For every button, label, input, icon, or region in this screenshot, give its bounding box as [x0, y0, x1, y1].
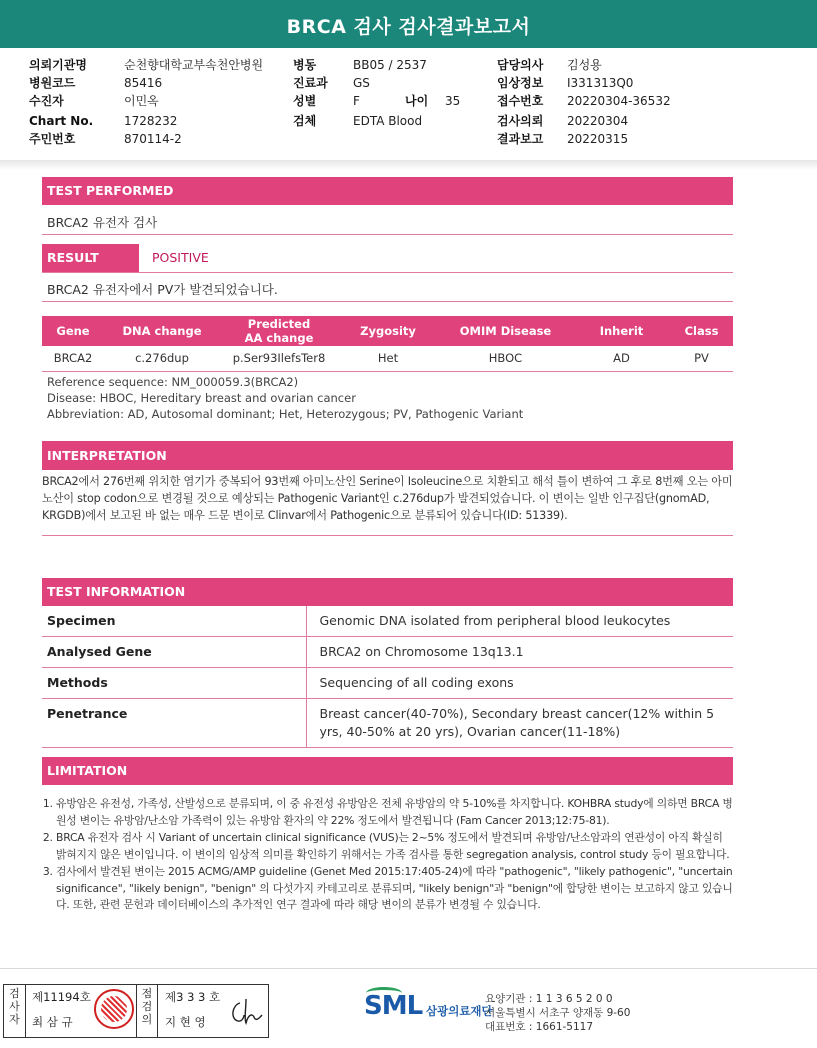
note-disease: Disease: HBOC, Hereditary breast and ovarian cancer — [47, 391, 356, 405]
header-col-1 — [29, 56, 263, 148]
header-row: 병동 BB05 / 2537 — [293, 58, 427, 72]
header-row: 주민번호 870114-2 — [29, 132, 182, 146]
table-row — [42, 637, 733, 668]
column-header: Zygosity — [338, 316, 438, 346]
reviewer-name: 지 현 영 — [165, 1015, 206, 1029]
header-divider — [0, 160, 817, 170]
table-row — [42, 699, 733, 748]
table-cell: Het — [338, 346, 438, 371]
test-information-table — [42, 606, 733, 748]
variant-table — [42, 316, 733, 372]
table-row — [42, 668, 733, 699]
info-key: Analysed Gene — [42, 637, 306, 668]
info-key: Penetrance — [42, 699, 306, 748]
org-address: 서울특별시 서초구 양재동 9-60 — [485, 1007, 631, 1019]
table-cell: PV — [670, 346, 733, 371]
table-cell: HBOC — [438, 346, 573, 371]
divider — [42, 535, 733, 536]
result-label: RESULT — [42, 244, 139, 272]
divider — [42, 301, 733, 302]
table-row — [42, 346, 733, 371]
table-row — [42, 606, 733, 637]
info-value: BRCA2 on Chromosome 13q13.1 — [306, 637, 733, 668]
interpretation-heading: INTERPRETATION — [42, 441, 733, 470]
table-cell: p.Ser93IlefsTer8 — [220, 346, 338, 371]
list-item: 2. BRCA 유전자 검사 시 Variant of uncertain clinical significance (VUS)는 2~5% 정도에서 발견되며 유방암/난소암과의 연관성이 아직 확실히 밝혀지지 않은 변이입니다. 이 변이의 임상적 의미를 확인하기 위해서는 가족 검사를 통한 segregation analysis, control study 등이 필요합니다. — [56, 830, 733, 863]
column-header: Predicted AA change — [220, 316, 338, 346]
list-item: 3. 검사에서 발견된 변이는 2015 ACMG/AMP guideline (Genet Med 2015:17:405-24)에 따라 "pathogenic", "likely pathogenic", "uncertain significance", "likely benign", "benign" 의 다섯가지 카테고리로 분류되며, "likely benign"과 "benign"에 합당한 변이는 보고하지 않고 있습니다. 또한, 관련 문헌과 데이터베이스의 추가적인 연구 결과에 따라 해당 변이의 분류가 변경될 수 있습니다. — [56, 864, 733, 914]
result-row — [42, 244, 733, 272]
reviewer-label: 점검의 — [136, 985, 158, 1037]
header-row: 진료과 GS — [293, 76, 370, 90]
foundation-name: 삼광의료재단 — [426, 1004, 493, 1018]
test-performed-heading: TEST PERFORMED — [42, 177, 733, 205]
reviewer-license: 제3 3 3 호 — [165, 990, 221, 1004]
info-value: Genomic DNA isolated from peripheral blood leukocytes — [306, 606, 733, 637]
report-title-bar — [0, 0, 817, 48]
info-value: Breast cancer(40-70%), Secondary breast cancer(12% within 5 yrs, 40-50% at 20 yrs), Ovarian cancer(11-18%) — [306, 699, 733, 748]
header-row: 결과보고 20220315 — [497, 132, 629, 146]
header-row: 접수번호 20220304-36532 — [497, 94, 671, 108]
column-header: DNA change — [104, 316, 220, 346]
header-row: 성별 F 나이 35 — [293, 94, 461, 108]
list-item: 1. 유방암은 유전성, 가족성, 산발성으로 분류되며, 이 중 유전성 유방암은 전체 유방암의 약 5-10%를 차지합니다. KOHBRA study에 의하면 BRCA 병원성 변이는 유방암/난소암 가족력이 있는 유방암 환자의 약 22% 정도에서 발견됩니다 (Fam Cancer 2013;12:75-81). — [56, 796, 733, 829]
test-performed-value: BRCA2 유전자 검사 — [47, 215, 158, 230]
result-value: POSITIVE — [152, 250, 209, 265]
divider — [42, 272, 733, 273]
column-header: OMIM Disease — [438, 316, 573, 346]
header-row: 의뢰기관명 순천향대학교부속천안병원 — [29, 58, 264, 72]
header-row: Chart No. 1728232 — [29, 114, 178, 128]
limitation-heading: LIMITATION — [42, 757, 733, 785]
header-row: 담당의사 김성용 — [497, 58, 602, 72]
column-header: Gene — [42, 316, 104, 346]
interpretation-text: BRCA2에서 276번째 위치한 염기가 중복되어 93번째 아미노산인 Serine이 Isoleucine으로 치환되고 해석 틀이 변하여 그 후로 8번째 오는 아미노산이 stop codon으로 변경될 것으로 예상되는 Pathogenic Variant인 c.276dup가 발견되었습니다. 이 변이는 일반 인구집단(gnomAD, KRGDB)에서 보고된 바 없는 매우 드문 변이로 Clinvar에서 Pathogenic으로 분류되어 있습니다(ID: 51339). — [42, 475, 733, 522]
examiner-label: 검사자 — [4, 985, 26, 1037]
header-row: 수진자 이민옥 — [29, 94, 159, 108]
note-reference: Reference sequence: NM_000059.3(BRCA2) — [47, 375, 299, 389]
variant-table-header — [42, 316, 733, 346]
info-key: Methods — [42, 668, 306, 699]
logo-text: SML — [364, 991, 423, 1021]
header-col-3 — [497, 56, 671, 148]
sml-logo — [364, 991, 493, 1021]
header-row: 임상정보 I331313Q0 — [497, 76, 634, 90]
header-row: 병원코드 85416 — [29, 76, 163, 90]
examiner-name: 최 삼 규 — [32, 1015, 73, 1029]
column-header: Inherit — [573, 316, 670, 346]
header-row: 검체 EDTA Blood — [293, 114, 423, 128]
column-header: Class — [670, 316, 733, 346]
header-row: 검사의뢰 20220304 — [497, 114, 629, 128]
org-code: 요양기관 : 1 1 3 6 5 2 0 0 — [485, 993, 613, 1005]
info-value: Sequencing of all coding exons — [306, 668, 733, 699]
logo-arc-icon — [366, 987, 402, 999]
header-col-2 — [293, 56, 460, 130]
signature-box — [3, 984, 269, 1038]
table-cell: AD — [573, 346, 670, 371]
info-key: Specimen — [42, 606, 306, 637]
report-title: BRCA 검사 검사결과보고서 — [286, 16, 531, 38]
org-phone: 대표번호 : 1661-5117 — [485, 1021, 594, 1033]
test-information-heading: TEST INFORMATION — [42, 578, 733, 606]
organization-info — [485, 992, 630, 1034]
seal-icon — [94, 989, 134, 1029]
table-cell: c.276dup — [104, 346, 220, 371]
footer-divider — [0, 968, 817, 969]
note-abbreviation: Abbreviation: AD, Autosomal dominant; Het, Heterozygous; PV, Pathogenic Variant — [47, 407, 524, 421]
variant-notes — [47, 374, 523, 422]
examiner-license: 제11194호 — [32, 990, 91, 1004]
limitation-list — [42, 796, 733, 915]
result-summary: BRCA2 유전자에서 PV가 발견되었습니다. — [47, 282, 278, 297]
signature-icon — [226, 995, 266, 1029]
table-cell: BRCA2 — [42, 346, 104, 371]
divider — [42, 234, 733, 235]
